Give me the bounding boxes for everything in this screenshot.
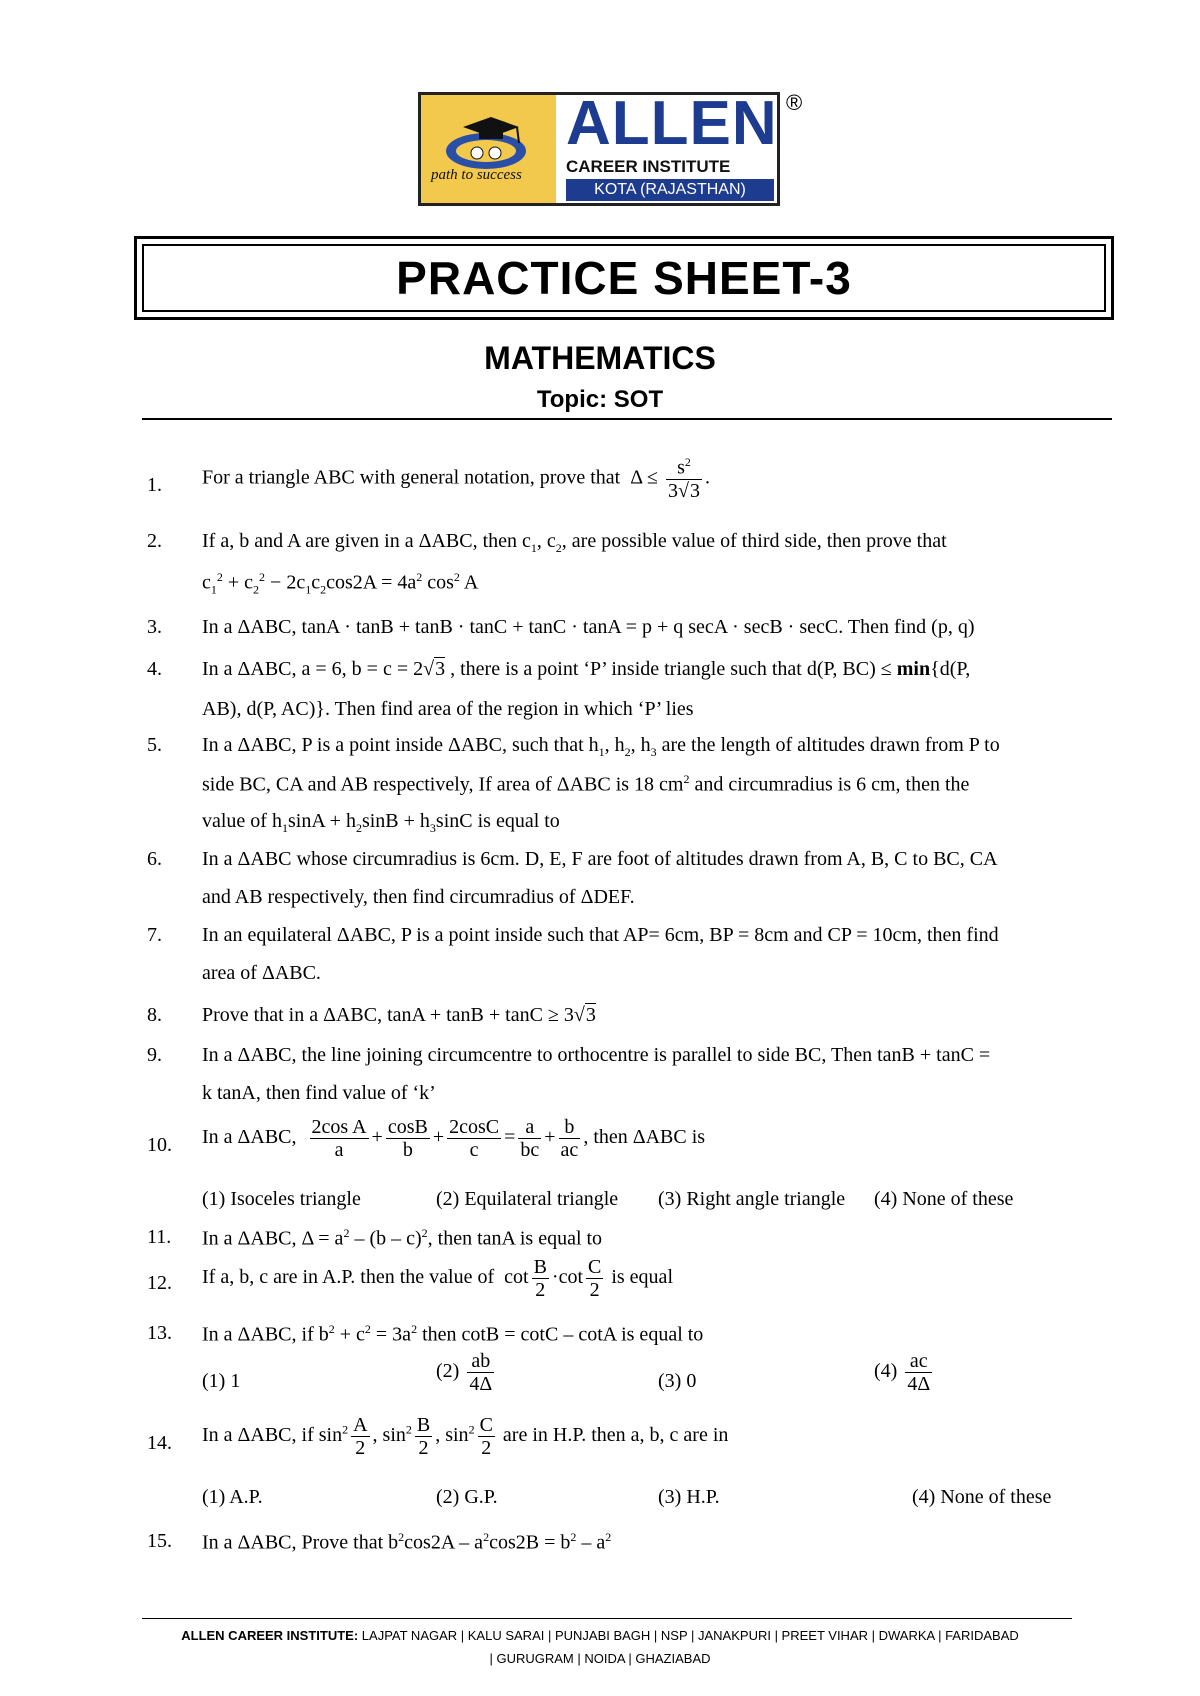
question-number: 9.	[147, 1044, 162, 1066]
question-number: 15.	[147, 1530, 172, 1552]
question-5-text-cont: side BC, CA and AB respectively, If area of ΔABC is 18 $cm^2$ and circumradius is 6 cm, then the	[202, 772, 970, 796]
question-number: 4.	[147, 658, 162, 680]
logo-tagline: path to success	[431, 167, 522, 183]
question-3-text: In a ΔABC, tanA · tanB + tanB · tanC + tanC · tanA = p + q secA · secB · secC. Then find (p, q)	[202, 616, 975, 638]
question-13-option-3: (3) 0	[658, 1370, 697, 1392]
question-10-option-1: (1) Isoceles triangle	[202, 1188, 361, 1210]
title-box	[134, 236, 1114, 320]
logo-text-panel	[556, 89, 778, 203]
question-9-text-cont: k tanA, then find value of ‘k’	[202, 1082, 436, 1104]
logo-emblem-panel	[421, 95, 556, 203]
question-number: 8.	[147, 1004, 162, 1026]
question-number: 5.	[147, 734, 162, 756]
option-label: (2)	[436, 1360, 460, 1383]
question-number: 7.	[147, 924, 162, 946]
footer-line-2: | GURUGRAM | NOIDA | GHAZIABAD	[489, 1651, 711, 1666]
question-5-text: In a ΔABC, P is a point inside ΔABC, such that $h_1$, $h_2$, $h_3$ are the length of altitudes drawn from P to	[202, 734, 1000, 759]
logo-location: KOTA (RAJASTHAN)	[566, 179, 774, 201]
header-divider	[142, 418, 1112, 420]
question-2-text: If a, b and A are given in a ΔABC, then $c_1$, $c_2$, are possible value of third side, then prove that	[202, 530, 947, 555]
footer-institute: ALLEN CAREER INSTITUTE:	[181, 1628, 359, 1643]
question-6-text-cont: and AB respectively, then find circumradius of ΔDEF.	[202, 886, 635, 908]
question-number: 3.	[147, 616, 162, 638]
title-box-inner	[142, 244, 1106, 312]
question-10-option-2: (2) Equilateral triangle	[436, 1188, 619, 1210]
question-1-text: For a triangle ABC with general notation, prove that Δ ≤ $\frac{s^2}{3√3}$ .	[202, 455, 710, 502]
question-10-text: In a ΔABC, $\frac{\text{2cos A}}{a}$ + $\frac{\cos B}{b}$ + $\frac{2\cos C}{c}$ = $\frac{a}{bc}$ + $\frac{b}{ac}$ , then ΔABC is	[202, 1116, 706, 1161]
question-4-text-cont: AB), d(P, AC)}. Then find area of the region in which ‘P’ lies	[202, 698, 694, 720]
question-14-option-1: (1) A.P.	[202, 1486, 263, 1508]
question-4-text: In a ΔABC, a = 6, b = c = 2√3 , there is a point ‘P’ inside triangle such that d(P, BC) ≤ min{d(P,	[202, 658, 971, 680]
question-15-text: In a ΔABC, Prove that $b^2\cos 2A - a^2\cos 2B = b^2 - a^2$	[202, 1530, 612, 1554]
footer-line-1	[0, 1624, 1200, 1647]
question-13-option-4: (4) $\frac{ac}{4\Delta}$	[874, 1350, 931, 1395]
question-number: 13.	[147, 1322, 172, 1344]
question-number: 14.	[147, 1432, 172, 1454]
question-number: 10.	[147, 1134, 172, 1156]
question-14-option-3: (3) H.P.	[658, 1486, 720, 1508]
question-number: 12.	[147, 1272, 172, 1294]
footer-branches-1: LAJPAT NAGAR | KALU SARAI | PUNJABI BAGH | NSP | JANAKPURI | PREET VIHAR | DWARKA | FARIDABAD	[358, 1628, 1019, 1643]
question-14-option-4: (4) None of these	[912, 1486, 1052, 1508]
question-number: 2.	[147, 530, 162, 552]
subject-heading: MATHEMATICS	[484, 340, 716, 376]
question-number: 11.	[147, 1226, 172, 1248]
question-7-text-cont: area of ΔABC.	[202, 962, 321, 984]
question-12-text: If a, b, c are in A.P. then the value of cot $\frac{B}{2}$ ·cot $\frac{C}{2}$ is equal	[202, 1256, 673, 1301]
question-11-text: In a ΔABC, $\Delta = a^2 - (b - c)^2$, then tanA is equal to	[202, 1226, 603, 1250]
allen-logo	[418, 89, 780, 206]
footer-divider	[142, 1618, 1072, 1619]
option-label: (4)	[874, 1360, 898, 1383]
question-10-option-4: (4) None of these	[874, 1188, 1014, 1210]
question-number: 1.	[147, 474, 162, 496]
footer-branches	[0, 1624, 1200, 1670]
question-6-text: In a ΔABC whose circumradius is 6cm. D, E, F are foot of altitudes drawn from A, B, C to BC, CA	[202, 848, 998, 870]
question-5-text-end: value of $h_1\sin A + h_2\sin B + h_3\sin C$ is equal to	[202, 810, 560, 835]
question-13-text: In a ΔABC, if $b^2 + c^2 = 3a^2$ then cotB = cotC – cotA is equal to	[202, 1322, 704, 1346]
topic-heading: Topic: SOT	[536, 386, 664, 413]
logo-brand: ALLEN	[566, 89, 778, 158]
question-8-text: Prove that in a ΔABC, tanA + tanB + tanC ≥ 3√3	[202, 1004, 596, 1026]
question-9-text: In a ΔABC, the line joining circumcentre to orthocentre is parallel to side BC, Then tanB + tanC =	[202, 1044, 991, 1066]
question-7-text: In an equilateral ΔABC, P is a point inside such that AP= 6cm, BP = 8cm and CP = 10cm, then find	[202, 924, 999, 946]
graduation-cap-icon	[443, 113, 529, 173]
question-13-option-1: (1) 1	[202, 1370, 241, 1392]
page-title: PRACTICE SHEET-3	[396, 252, 852, 304]
question-14-text: In a ΔABC, if $\sin^2$ $\frac{A}{2}$ , $\sin^2$ $\frac{B}{2}$ , $\sin^2$ $\frac{C}{2}$ are in H.P. then a, b, c are in	[202, 1414, 729, 1459]
question-number: 6.	[147, 848, 162, 870]
question-10-option-3: (3) Right angle triangle	[658, 1188, 846, 1210]
question-14-option-2: (2) G.P.	[436, 1486, 498, 1508]
registered-mark: ®	[786, 90, 803, 115]
question-13-option-2: (2) $\frac{ab}{4\Delta}$	[436, 1350, 493, 1395]
question-2-formula: $c_1^2 + c_2^2 - 2c_1c_2\cos 2A = 4a^2$ $\cos^2 A$	[202, 570, 479, 597]
logo-subtitle: CAREER INSTITUTE	[566, 157, 731, 176]
